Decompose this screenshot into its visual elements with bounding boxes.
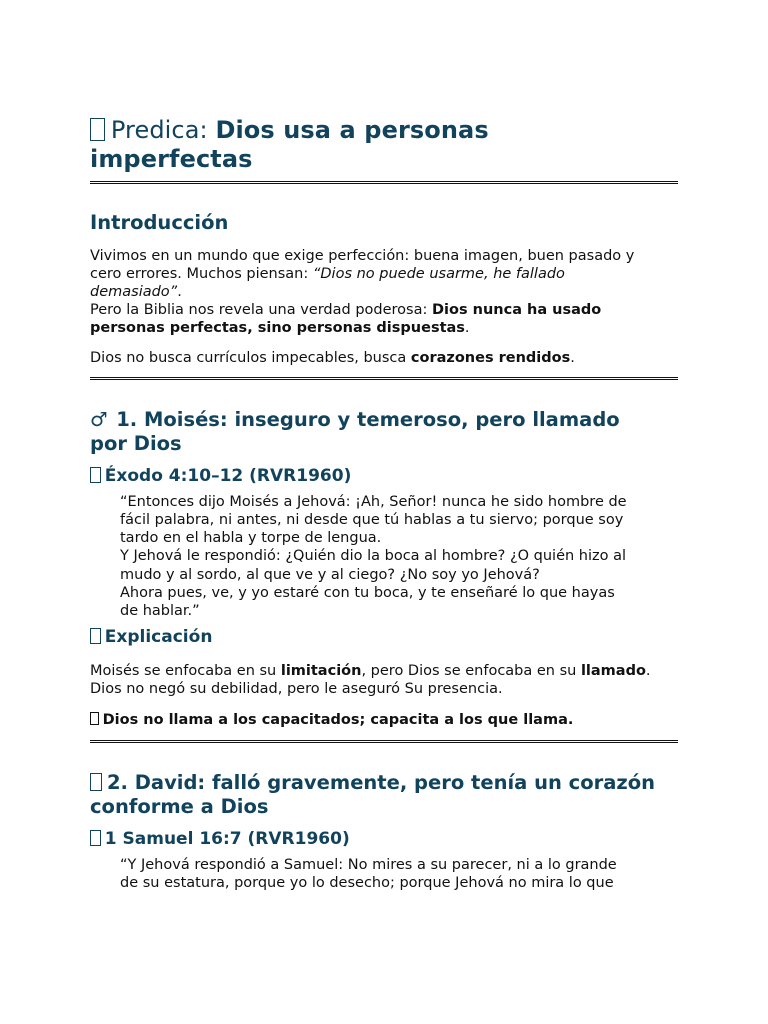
- missing-glyph-icon: [90, 773, 102, 792]
- section-divider: [90, 377, 678, 380]
- intro-paragraph: Vivimos en un mundo que exige perfección: buena imagen, buen pasado y cero errores. Muchos piensan: “Dios no puede usarme, he fallado demasiado”. Pero la Biblia nos revela una verdad poderosa: Dios nunca ha usado personas perfectas, sino personas dispuestas.: [90, 247, 635, 337]
- missing-glyph-icon: [90, 467, 101, 483]
- section1-explanation: Moisés se enfocaba en su limitación, pero Dios se enfocaba en su llamado. Dios no negó su debilidad, pero le aseguró Su presencia.: [90, 663, 651, 698]
- section-divider: [90, 740, 678, 743]
- section1-explanation-heading: Explicación: [90, 627, 678, 648]
- intro-statement: Dios no busca currículos impecables, busca corazones rendidos.: [90, 349, 575, 366]
- section2-heading: 2. David: falló gravemente, pero tenía un corazón conforme a Dios: [90, 770, 656, 819]
- page-title: Predica: Dios usa a personas imperfectas: [90, 116, 489, 173]
- document-page: [90, 116, 678, 892]
- title-divider: [90, 181, 678, 184]
- male-symbol-icon: ♂: [90, 407, 108, 431]
- section1-heading: ♂ 1. Moisés: inseguro y temeroso, pero llamado por Dios: [90, 407, 620, 456]
- section2-quote: “Y Jehová respondió a Samuel: No mires a su parecer, ni a lo grande de su estatura, porque yo lo desecho; porque Jehová no mira lo que: [120, 856, 617, 891]
- section1-reference: Éxodo 4:10–12 (RVR1960): [90, 466, 678, 487]
- section1-quote: “Entonces dijo Moisés a Jehová: ¡Ah, Señor! nunca he sido hombre de fácil palabra, ni antes, ni desde que tú hablas a tu siervo; porque soy tardo en el habla y torpe de lengua. Y Jehová le respondió: ¿Quién dio la boca al hombre? ¿O quién hizo al mudo y al sordo, al que ve y al ciego? ¿No soy yo Jehová? Ahora pues, ve, y yo estaré con tu boca, y te enseñaré lo que hayas de hablar.”: [120, 493, 627, 619]
- section1-key-statement: Dios no llama a los capacitados; capacita a los que llama.: [90, 711, 678, 729]
- missing-glyph-icon: [90, 830, 101, 846]
- missing-glyph-icon: [90, 118, 105, 141]
- intro-heading: Introducción: [90, 211, 229, 234]
- missing-glyph-icon: [90, 712, 99, 726]
- section2-reference: 1 Samuel 16:7 (RVR1960): [90, 829, 678, 850]
- missing-glyph-icon: [90, 628, 101, 644]
